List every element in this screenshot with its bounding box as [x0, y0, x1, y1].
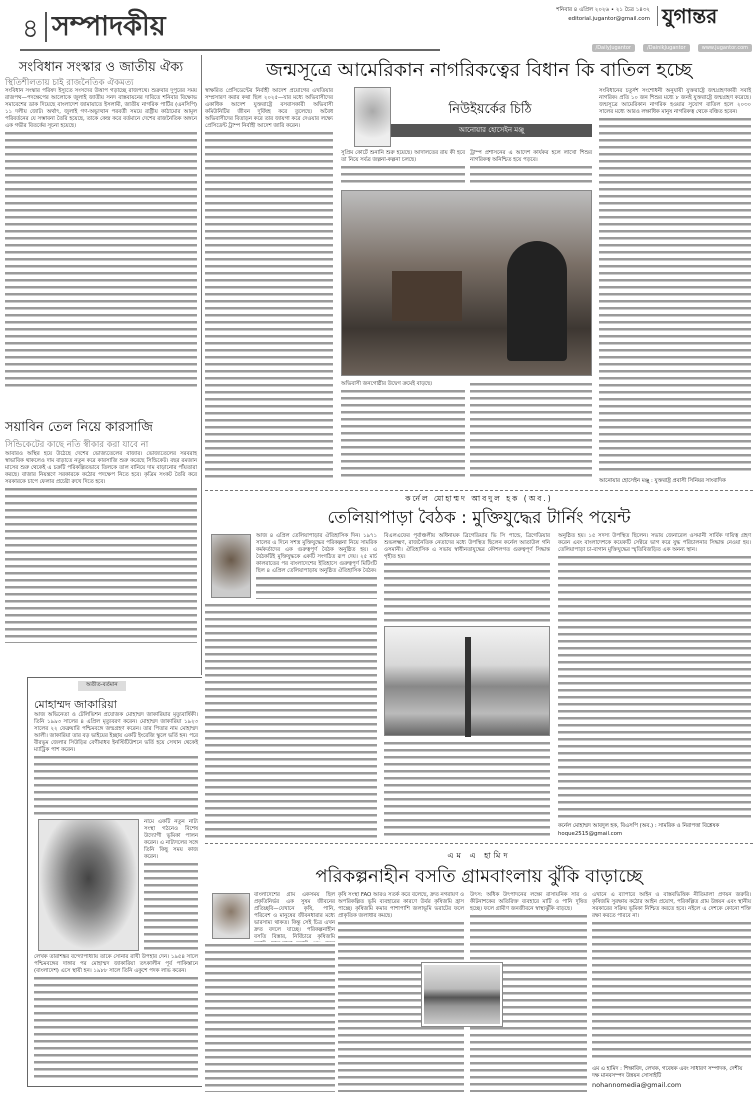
obituary-text: লেখক তারাশঙ্কর বন্দ্যোপাধ্যায় তাকে সোনার রাখী উপহার দেন। ১৯৫৪ সালে পশ্চিমবঙ্গের দাঙ্গার পর মোহাম্মদ জাকারিয়া তৎকালীন পূর্ব পাকিস্তানে (বাংলাদেশ) এসে স্থায়ী হন। ১৯৮৮ সালে তিনি একুশে পদক লাভ করেন।	[34, 954, 198, 974]
section-divider	[205, 490, 753, 491]
obituary-name: মোহাম্মদ জাকারিয়া	[34, 698, 117, 711]
masthead-rule	[20, 49, 440, 51]
article-column	[341, 150, 465, 186]
obituary-section-label: অতীত-বর্তমান	[78, 681, 126, 691]
website-link[interactable]: www.jugantor.com	[698, 44, 752, 52]
article-column	[205, 602, 377, 840]
tree-trunk	[465, 637, 471, 737]
divider	[657, 6, 658, 26]
editorial-email[interactable]: editorial.jugantor@gmail.com	[568, 16, 650, 22]
author-note: এম এ হামিদ : শিক্ষাবিদ, লেখক, গবেষক এবং সাধারণ সম্পাদক, দেশীয় দক্ষ মানবসম্পদ উন্নয়ন সোসাইটি	[592, 1066, 743, 1079]
article-headline: পরিকল্পনাহীন বসতি গ্রামবাংলায় ঝুঁকি বাড়াচ্ছে	[315, 866, 643, 887]
obituary-portrait	[38, 819, 139, 951]
article-column	[558, 533, 751, 821]
article-column	[470, 381, 592, 479]
article-text: সুপ্রিম কোর্টে শুনানি শুরু হয়েছে। আদালতের রায় কী হবে তা নিয়ে সর্বত্র জল্পনা-কল্পনা চলছে।	[341, 150, 465, 163]
article-headline: তেলিয়াপাড়া বৈঠক : মুক্তিযুদ্ধের টার্নিং পয়েন্ট	[327, 508, 631, 528]
obituary-text: নামে একটি নতুন নাট্য সংস্থা গঠনেও বিশেষ উদ্যোগী ভূমিকা পালন করেন। এ নাট্যদলের সঙ্গে তিনি কিছু সময় কাজ করেন।	[144, 819, 198, 860]
editorial-text: সংবিধান সংস্কার পরিষদ ইস্যুতে সংসদের উত্তাপ গড়াচ্ছে রাজপথে। শুক্রবার দুপুরের সময় রাজপথ—পদক্ষেপের আলোকে জুলাই জাতীয় সনদ বাস্তবায়নের দাবিতে শনিবার বিক্ষোভ সমাবেশের ডাক দিয়েছে বাংলাদেশ জামায়াতে ইসলামী, জাতীয় নাগরিক পার্টির (এনসিপি) ১১ দলীয় জোট। অর্থাৎ, জুলাই গণ-অভ্যুত্থান পরবর্তী সময়ে রাষ্ট্রীয় কাঠামোর আমূল পরিবর্তনের যে সম্ভাবনা তৈরি হয়েছে, তাকে কেন্দ্র করে বর্তমানে দেশের রাজনৈতিক অঙ্গনে এক গভীর বিতর্কের সূচনা হয়েছে।	[5, 88, 197, 129]
newspaper-logo: যুগান্তর	[662, 4, 718, 28]
issue-date: শনিবার ৪ এপ্রিল ২০২৬ • ২১ চৈত্র ১৪৩২	[556, 7, 650, 13]
section-divider	[205, 843, 753, 844]
social-links	[440, 34, 752, 53]
article-column	[256, 533, 377, 599]
obituary-box	[27, 677, 202, 1087]
editorial-body	[5, 88, 197, 388]
editorial-text: আবারও অস্থির হয়ে উঠেছে দেশের ভোজ্যতেলের বাজার। ভোজ্যতেলের সরবরাহ স্বাভাবিক থাকলেও দাম বাড়াতে নতুন করে কারসাজি শুরু করেছে সিন্ডিকেট। বছর রমজান মাসের শুরু থেকেই এ চক্রটি পরিকল্পিতভাবে তিলকে তাল বানিয়ে দাম বাড়ানোর পাঁয়তারা করছে। বাজার নিয়ন্ত্রণে সরকারকে কঠোর পদক্ষেপ নিতে হবে। কৃত্রিম সংকট তৈরি করে সরকারকে চাপে ফেলার প্রচেষ্টা রুখে দিতে হবে।	[5, 451, 197, 485]
editorial-subtitle: স্থিতিশীলতায় চাই রাজনৈতিক ঐকমত্য	[5, 78, 134, 88]
columnist-photo	[354, 87, 391, 147]
article-column	[254, 892, 335, 940]
article-column	[592, 892, 751, 1062]
article-text: কৃষি সংস্থা FAO আরও সতর্ক করে বলেছে, দ্রুত নগরায়ণ ও অপরিকল্পিত ভূমি ব্যবহারের কারণে উর্বর কৃষিজমি হ্রাস পাচ্ছে। কৃষিজমি কমার পাশাপাশি জলাভূমি ভরাটের ফলে প্রাকৃতিক জলাধার কমছে।	[338, 892, 464, 919]
author-email[interactable]: hoque2515@gmail.com	[558, 831, 623, 837]
obituary-body	[34, 712, 198, 818]
twitter-link[interactable]: /DailyJugantor	[592, 44, 635, 52]
article-text: বাংলাদেশের গ্রাম একসময় ছিল প্রকৃতিনির্ভর এক সুষম জীবনের প্রতিচ্ছবি—যেখানে কৃষি, পানি, পরিবেশ ও মানুষের জীবনধারার মধ্যে ভারসাম্য থাকত। কিন্তু সেই চিত্র এখন দ্রুত বদলে যাচ্ছে। পরিকল্পনাহীন বসতি বিস্তার, নির্বিচারে কৃষিজমি	[254, 892, 335, 962]
article-text: অনুষ্ঠিত হয়। ১৫ সদস্য উপস্থিত ছিলেন। সভায় জেনারেল ওসমানী সার্বিক দায়িত্ব গ্রহণ করেন এবং বাংলাদেশকে কয়েকটি সেক্টরে ভাগ করে যুদ্ধ পরিচালনার সিদ্ধান্ত নেওয়া হয়। তেলিয়াপাড়া চা-বাগান মুক্তিযুদ্ধের স্মৃতিবিজড়িত এক অনন্য স্থান।	[558, 533, 751, 553]
obituary-text: আজ অভিনেতা ও টেলিভিশন প্রযোজক মোহাম্মদ জাকারিয়ার মৃত্যুবার্ষিকী। তিনি ১৯৯৩ সালের ৪ এপ্রিল মৃত্যুবরণ করেন। মোহাম্মদ জাকারিয়া ১৯২৩ সালের ২২ ফেব্রুয়ারি পশ্চিমবঙ্গে জন্মগ্রহণ করেন। তার পিতার নাম মোহাম্মদ আলী। জাকারিয়া তার বড় ভাইয়ের ইচ্ছায় একটি ইংরেজি স্কুলে ভর্তি হন। পরে বীরভূম জেলার সিউড়ির বেণীমাধব ইনস্টিটিউশনে ভর্তি হয়ে সেখান থেকেই ম্যাট্রিক পাশ করেন।	[34, 712, 198, 753]
author-note: কর্নেল মোহাম্মদ আবদুল হক, বিএসপি (অব.) : সামরিক ও নিরাপত্তা বিশ্লেষক	[558, 823, 720, 829]
author-photo	[211, 534, 251, 598]
article-author: এম এ হামিদ	[447, 851, 511, 860]
article-column	[384, 740, 550, 840]
masthead	[0, 0, 756, 52]
author-photo	[212, 893, 250, 939]
article-column	[599, 88, 751, 474]
article-column	[341, 381, 465, 479]
article-text: উৎস: অধিক উৎপাদনের লক্ষ্যে রাসায়নিক সার ও কীটনাশকের অতিরিক্ত ব্যবহারে মাটি ও পানি দূষিত হচ্ছে। ফলে গ্রামীণ জনজীবনে স্বাস্থ্যঝুঁকি বাড়ছে।	[470, 892, 587, 912]
page-number: ৪	[22, 14, 39, 44]
article-text: ট্রাম্প প্রশাসনের এ আদেশ কার্যকর হলে লাখো শিশুর নাগরিকত্ব অনিশ্চিত হয়ে পড়বে।	[470, 150, 592, 163]
article-text: বিএলএফের পূর্বাঞ্চলীয় অধিনায়ক ব্রিগেডিয়ার ভি সি পান্ডে, ব্রিগেডিয়ার শুভলক্ষ্মণ, রাজনৈতিক নেতাদের মধ্যে উপস্থিত ছিলেন কর্নেল আতাউল গনি ওসমানী। ঐতিহাসিক এ সভায় স্বাধীনতাযুদ্ধের কৌশলগত গুরুত্বপূর্ণ সিদ্ধান্ত গৃহীত হয়।	[384, 533, 550, 560]
tea-garden-bungalow-photo	[384, 626, 550, 736]
courtroom-photo	[341, 190, 592, 376]
person-figure	[507, 241, 567, 361]
column-name: নিউইয়র্কের চিঠি	[448, 102, 532, 117]
editorial-title: সংবিধান সংস্কার ও জাতীয় ঐক্য	[18, 60, 184, 75]
article-text: অভিবাসী জনগোষ্ঠীর উদ্বেগ ক্রমেই বাড়ছে।	[341, 381, 465, 388]
obituary-body-rest	[34, 954, 198, 1082]
obituary-body-wrap	[144, 819, 198, 951]
article-headline: জন্মসূত্রে আমেরিকান নাগরিকত্বের বিধান কি বাতিল হচ্ছে	[266, 59, 692, 81]
editorial-title: সয়াবিন তেল নিয়ে কারসাজি	[5, 420, 153, 435]
article-text: আজ ৪ এপ্রিল তেলিয়াপাড়ার ঐতিহাসিক দিন। ১৯৭১ সালের এ দিনে সশস্ত্র মুক্তিযুদ্ধের পরিকল্পনা নিয়ে সামরিক কর্মকর্তাদের এক গুরুত্বপূর্ণ বৈঠক অনুষ্ঠিত হয়। এ বৈঠকটিই মুক্তিযুদ্ধকে একটি সংগঠিত রূপ দেয়। ২৫ মার্চ কালরাতের পর বাংলাদেশের ইতিহাসে গুরুত্বপূর্ণ মিটিংটি ছিল ৪ এপ্রিল তেলিয়াপাড়ায় অনুষ্ঠিত ঐতিহাসিক বৈঠক।	[256, 533, 377, 574]
editorial-subtitle: সিন্ডিকেটের কাছে নতি স্বীকার করা যাবে না	[5, 440, 149, 450]
article-text: স্বাক্ষরিত প্রেসিডেন্টের নির্বাহী আদেশ প্রয়োগের এখতিয়ার সম্প্রসারণ করার কথা ছিল ২০২৫—যার মধ্যে অভিবাসীদের একাধিক আদেশ যুক্তরাষ্ট্রে বসবাসকারী অভিবাসী কমিউনিটির জীবন দুর্বিষহ করে তুলেছে। অবৈধ অভিবাসীদের বিতাড়ন করে তার জায়গা করে দেওয়ার লক্ষ্যে প্রেসিডেন্ট ট্রাম্প নির্বাহী আদেশ জারি করেন।	[205, 88, 333, 129]
article-column	[384, 533, 550, 623]
article-author: কর্নেল মোহাম্মদ আবদুল হক (অব.)	[405, 494, 553, 503]
byline: আনোয়ার হোসেইন মঞ্জু	[458, 126, 525, 134]
podium	[392, 271, 462, 321]
section-title: সম্পাদকীয়	[52, 11, 166, 42]
article-text: এখানে এ ব্যাপারে আইন ও বাস্তবভিত্তিক নীতিমালা প্রণয়ন জরুরি। কৃষিজমি সুরক্ষায় কঠোর আইন প্রয়োগ, পরিকল্পিত গ্রাম উন্নয়ন এবং স্থানীয় সরকারের সক্রিয় ভূমিকা নিশ্চিত করতে হবে। নইলে এ দেশকে কোনো শক্তি রক্ষা করতে পারবে না।	[592, 892, 751, 919]
author-note: আনোয়ার হোসেইন মঞ্জু : যুক্তরাষ্ট্র প্রবাসী সিনিয়র সাংবাদিক	[599, 478, 726, 484]
article-text: সংবিধানের চতুর্দশ সংশোধনী অনুযায়ী যুক্তরাষ্ট্রে জন্মগ্রহণকারী সবাই নাগরিক। প্রতি ১০ জন শিশুর মধ্যে ৮ জনই যুক্তরাষ্ট্রে জন্মগ্রহণ করেছে। জন্মসূত্রে আমেরিকান নাগরিক হওয়ার সুযোগ বাতিল হলে ২০৩০ সালের মধ্যে আরও লক্ষাধিক মানুষ নাগরিকত্ব থেকে বঞ্চিত হবেন।	[599, 88, 751, 115]
byline-band	[391, 124, 592, 137]
article-column	[470, 150, 592, 186]
village-flood-photo	[422, 963, 502, 1026]
column-divider	[201, 55, 202, 675]
divider	[45, 12, 47, 42]
article-column	[205, 942, 335, 1092]
facebook-link[interactable]: /DainikJugantor	[643, 44, 690, 52]
editorial-body	[5, 451, 197, 643]
author-email[interactable]: nohannomedia@gmail.com	[592, 1081, 682, 1089]
article-column	[205, 88, 333, 478]
